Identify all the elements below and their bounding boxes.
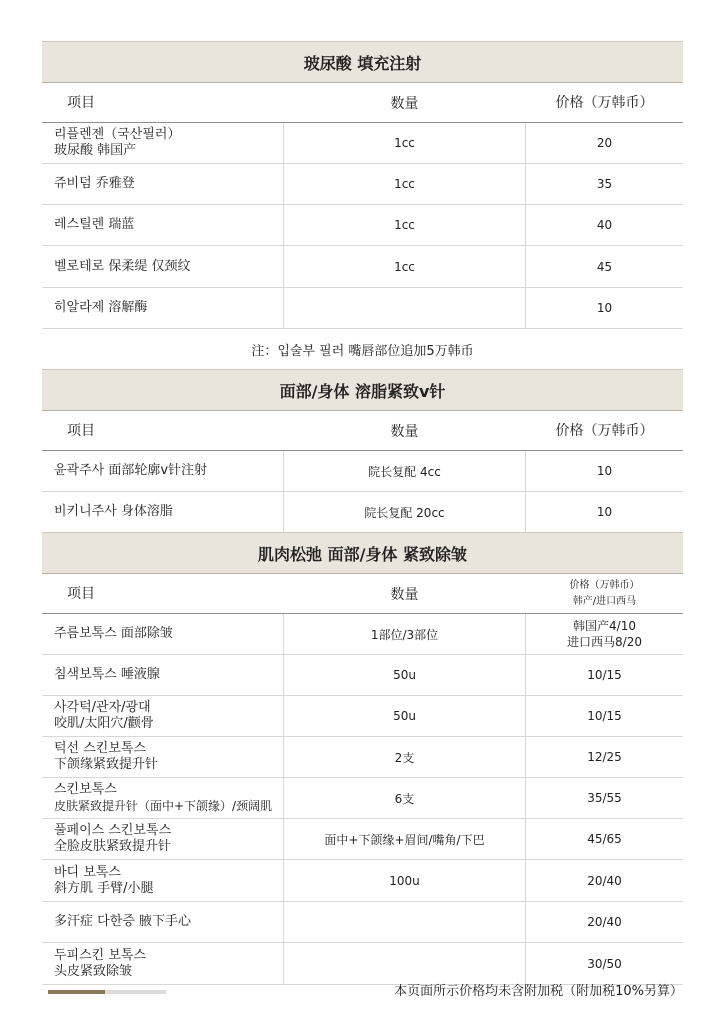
item-price: 20/40	[587, 873, 622, 888]
item-price: 10	[596, 464, 613, 478]
table-row	[42, 451, 683, 492]
item-sub: 皮肤紧致提升针（面中+下颌缘）/颈阔肌	[54, 799, 273, 813]
item-name: 레스틸렌 瑞蓝	[54, 217, 135, 232]
item-name: 리플렌젠（국산필러）	[54, 127, 181, 142]
item-name: 쥬비덤 乔雅登	[54, 176, 135, 191]
item-price: 10/15	[587, 709, 622, 723]
item-price: 20/40	[587, 915, 622, 929]
table-header	[42, 574, 683, 614]
header-price: 价格（万韩币）	[555, 94, 654, 111]
item-qty: 1部位/3部位	[283, 614, 526, 654]
table-row	[42, 860, 683, 902]
table-row	[42, 246, 683, 288]
item-sub: 咬肌/太阳穴/颧骨	[54, 716, 154, 731]
page-progress-fill	[48, 990, 105, 994]
item-qty: 50u	[283, 655, 526, 695]
item-qty: 院长复配 20cc	[283, 492, 526, 532]
table-row	[42, 492, 683, 532]
item-qty	[283, 943, 526, 984]
item-qty: 50u	[283, 696, 526, 736]
table-row	[42, 737, 683, 778]
table-row	[42, 614, 683, 655]
item-qty	[283, 288, 526, 328]
item-name: 윤곽주사 面部轮廓v针注射	[54, 463, 208, 478]
item-qty: 1cc	[283, 164, 526, 204]
item-sub: 全脸皮肤紧致提升针	[54, 839, 172, 854]
table-row	[42, 819, 683, 860]
header-item: 项目	[67, 422, 95, 439]
item-qty: 面中+下颌缘+眉间/嘴角/下巴	[283, 819, 526, 859]
table-header	[42, 83, 683, 123]
item-qty: 1cc	[283, 246, 526, 287]
table-row	[42, 655, 683, 696]
item-name: 침색보톡스 唾液腺	[54, 667, 160, 682]
item-name: 턱선 스킨보톡스	[54, 741, 147, 756]
item-sub: 斜方肌 手臂/小腿	[54, 880, 154, 896]
table-row	[42, 288, 683, 329]
header-price: 价格（万韩币）	[569, 579, 640, 591]
item-name: 비키니주사 身体溶脂	[54, 504, 173, 519]
item-qty	[283, 902, 526, 942]
header-qty: 数量	[390, 423, 419, 440]
item-qty: 6支	[283, 778, 526, 818]
item-name: 주름보톡스 面部除皱	[54, 626, 173, 641]
item-price: 30/50	[587, 956, 622, 971]
item-price: 12/25	[587, 750, 622, 764]
item-name: 多汗症 다한증 腋下手心	[54, 914, 191, 929]
header-price: 价格（万韩币）	[555, 422, 654, 439]
item-price: 45/65	[587, 832, 622, 846]
item-sub: 下颌缘紧致提升针	[54, 757, 159, 772]
table-row	[42, 205, 683, 246]
table-header	[42, 411, 683, 451]
item-name: 바디 보톡스	[54, 864, 121, 880]
item-name: 풀페이스 스킨보톡스	[54, 823, 172, 838]
item-price: 10	[596, 301, 613, 315]
section-title-hyaluronic: 玻尿酸 填充注射	[42, 41, 683, 83]
item-price: 45	[596, 259, 613, 274]
table-row	[42, 778, 683, 819]
page-footer	[42, 981, 683, 1003]
item-sub: 玻尿酸 韩国产	[54, 143, 137, 158]
page-progress-bar	[48, 990, 166, 994]
item-qty: 100u	[283, 860, 526, 901]
item-name: 히알라제 溶解酶	[54, 300, 148, 315]
header-qty: 数量	[390, 586, 419, 603]
section-title-botox: 肌肉松弛 面部/身体 紧致除皱	[42, 532, 683, 574]
section-note: 注：입술부 필러 嘴唇部位追加5万韩币	[251, 343, 474, 359]
item-qty: 2支	[283, 737, 526, 777]
table-row	[42, 696, 683, 737]
item-price: 10/15	[587, 668, 622, 682]
item-qty: 1cc	[283, 123, 526, 163]
header-qty: 数量	[390, 95, 419, 112]
table-row	[42, 902, 683, 943]
section-title-vline: 面部/身体 溶脂紧致v针	[42, 369, 683, 411]
item-qty: 1cc	[283, 205, 526, 245]
item-price: 10	[596, 505, 613, 519]
table-row	[42, 943, 683, 985]
tax-note: 本页面所示价格均未含附加税（附加税10%另算）	[394, 984, 683, 999]
item-name: 두피스킨 보톡스	[54, 947, 147, 963]
item-price: 40	[596, 218, 613, 232]
price-page	[42, 41, 683, 985]
item-name: 사각턱/관자/광대	[54, 700, 151, 715]
item-price: 35/55	[587, 791, 622, 805]
header-price-sub: 韩产/进口西马	[572, 595, 637, 607]
item-qty: 院长复配 4cc	[283, 451, 526, 491]
item-price: 韩国产4/10	[573, 619, 636, 633]
item-name: 벨로테로 保柔缇 仅颈纹	[54, 258, 191, 274]
item-price: 20	[596, 136, 613, 150]
table-row	[42, 164, 683, 205]
header-item: 项目	[67, 585, 95, 602]
header-item: 项目	[67, 94, 95, 111]
item-price: 35	[596, 177, 613, 191]
item-name: 스킨보톡스	[54, 782, 117, 797]
table-row	[42, 123, 683, 164]
item-price-sub: 进口西马8/20	[567, 635, 642, 649]
item-sub: 头皮紧致除皱	[54, 963, 133, 979]
